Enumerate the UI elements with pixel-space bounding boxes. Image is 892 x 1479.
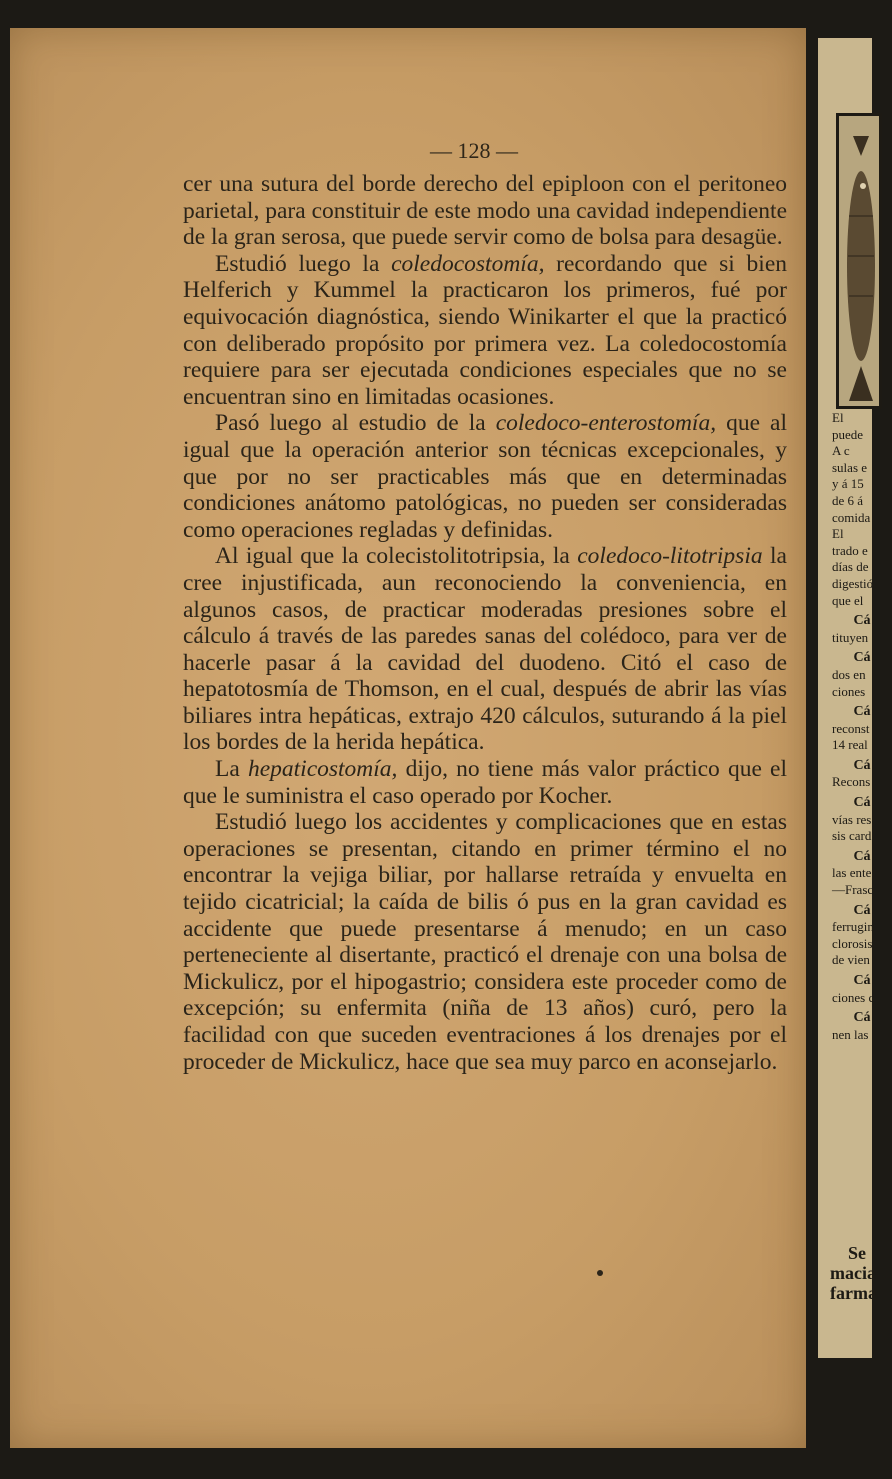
fish-illustration (836, 113, 882, 409)
fragment-line: A c (832, 443, 850, 459)
fragment-line: de vien (832, 952, 870, 968)
paragraph-1: cer una sutura del borde derecho del epiploon con el peritoneo parietal, para constituir de este modo una cavidad independiente de la gran serosa, que puede servir como de bolsa para desagüe. (183, 171, 787, 251)
fragment-line: reconst (832, 720, 870, 736)
fragment-line: Cá (853, 704, 871, 720)
fragment-line: El (832, 410, 844, 425)
fragment-line: nen las (832, 1026, 869, 1042)
term-coledoco-litotripsia: coledoco-litotripsia (577, 543, 763, 570)
fragment-line: Cá (853, 848, 871, 864)
fragment-line: de 6 á (832, 492, 864, 508)
paragraph-5 (183, 756, 787, 809)
fragment-line: 14 real (832, 737, 868, 753)
paragraph-3 (183, 410, 787, 543)
fragment-line: Cá (853, 613, 871, 629)
fragment-line: —Frasc (832, 882, 874, 898)
fragment-line: trado e (832, 542, 868, 558)
fragment-line: El (832, 526, 844, 542)
bottom-word: farma (830, 1283, 877, 1303)
book-page (10, 28, 806, 1448)
fragment-line: Cá (853, 1010, 871, 1026)
fragment-line: vías res (832, 811, 872, 827)
paragraph-3-text-b: que al igual que la operación anterior son técnicas excepcionales, y que por no ser practicables más que en determinadas condiciones anátomo patológicas, no pueden ser consideradas como operaciones regladas y definidas. (183, 410, 788, 543)
adjacent-page-bottom-words (830, 1243, 877, 1303)
fragment-line: Cá (853, 650, 871, 666)
adjacent-page-fragments (832, 410, 892, 1043)
bottom-word: macia (830, 1263, 876, 1283)
fragment-line: las ente (832, 865, 872, 881)
fragment-line: puede (832, 426, 864, 442)
paragraph-5-text-a: La (215, 756, 248, 783)
fragment-line: sulas e (832, 459, 868, 475)
paragraph-2 (183, 251, 787, 411)
paragraph-4-text-b: la cree injustificada, aun reconociendo la conveniencia, en algunos casos, de practicar moderadas presiones sobre el cálculo á través de las paredes sanas del colédoco, para ver de hacerle pasar á la cavidad del duodeno. Citó el caso de hepatotosmía de Thomson, en el cual, después de abrir las vías biliares intra hepáticas, extrajo 420 cálculos, suturando á la piel los bordes de la herida hepática. (183, 543, 787, 756)
paragraph-2-text-b: recordando que si bien Helferich y Kummel la practicaron los primeros, fué por equivocación diagnóstica, siendo Winikarter el que la practicó con deliberado propósito por primera vez. La coledocostomía requiere para ser ejecutada condiciones especiales que no se encuentran sino en limitadas ocasiones. (183, 250, 787, 410)
paragraph-3-text-a: Pasó luego al estudio de la (215, 410, 496, 437)
fragment-line: ciones (832, 683, 866, 699)
paragraph-5-text-b: dijo, no tiene más valor práctico que el que le suministra el caso operado por Kocher. (183, 756, 787, 809)
fragment-line: y á 15 (832, 476, 864, 492)
adjacent-page (818, 38, 877, 1358)
fragment-line: ferrugin (832, 919, 874, 935)
fragment-line: días de (832, 559, 869, 575)
page-number: — 128 — (430, 138, 518, 163)
fragment-line: Cá (853, 973, 871, 988)
term-coledocostomia: coledocostomía, (391, 250, 545, 277)
paragraph-6: Estudió luego los accidentes y complicaciones que en estas operaciones se presentan, citando en primer término el no encontrar la vejiga biliar, por hallarse retraída y envuelta en tejido cicatricial; la caída de bilis ó pus en la gran cavidad es accidente que puede presentarse á menudo; en un caso perteneciente al disertante, practicó el drenaje con una bolsa de Mickulicz, por el hipogastrio; considera este proceder como de excepción; su enfermita (niña de 13 años) curó, pero la facilidad con que suceden eventraciones á los drenajes por el proceder de Mickulicz, hace que sea muy parco en aconsejarlo. (183, 809, 787, 1075)
paragraph-2-text-a: Estudió luego la (215, 250, 392, 277)
term-coledoco-enterostomia: coledoco-enterostomía, (495, 410, 717, 437)
fragment-line: comida (832, 509, 871, 525)
fragment-line: clorosis (832, 935, 873, 951)
bottom-word: Se (848, 1243, 866, 1263)
fragment-line: que el (832, 592, 864, 608)
fragment-line: Cá (853, 795, 871, 811)
fragment-line: dos en (832, 666, 866, 682)
fragment-line: sis card (832, 828, 872, 844)
page-body-text (183, 171, 787, 1075)
fragment-line: Recons (832, 774, 871, 790)
fragment-line: Cá (853, 757, 871, 773)
ink-mark (597, 1270, 603, 1276)
fragment-line: Cá (853, 902, 871, 918)
fragment-line: ciones c (832, 989, 875, 1005)
fragment-line: digestió (832, 575, 874, 591)
paragraph-4 (183, 543, 787, 756)
paragraph-4-text-a: Al igual que la colecistolitotripsia, la (215, 543, 578, 570)
fragment-line: tituyen (832, 629, 869, 645)
term-hepaticostomia: hepaticostomía, (247, 756, 398, 783)
